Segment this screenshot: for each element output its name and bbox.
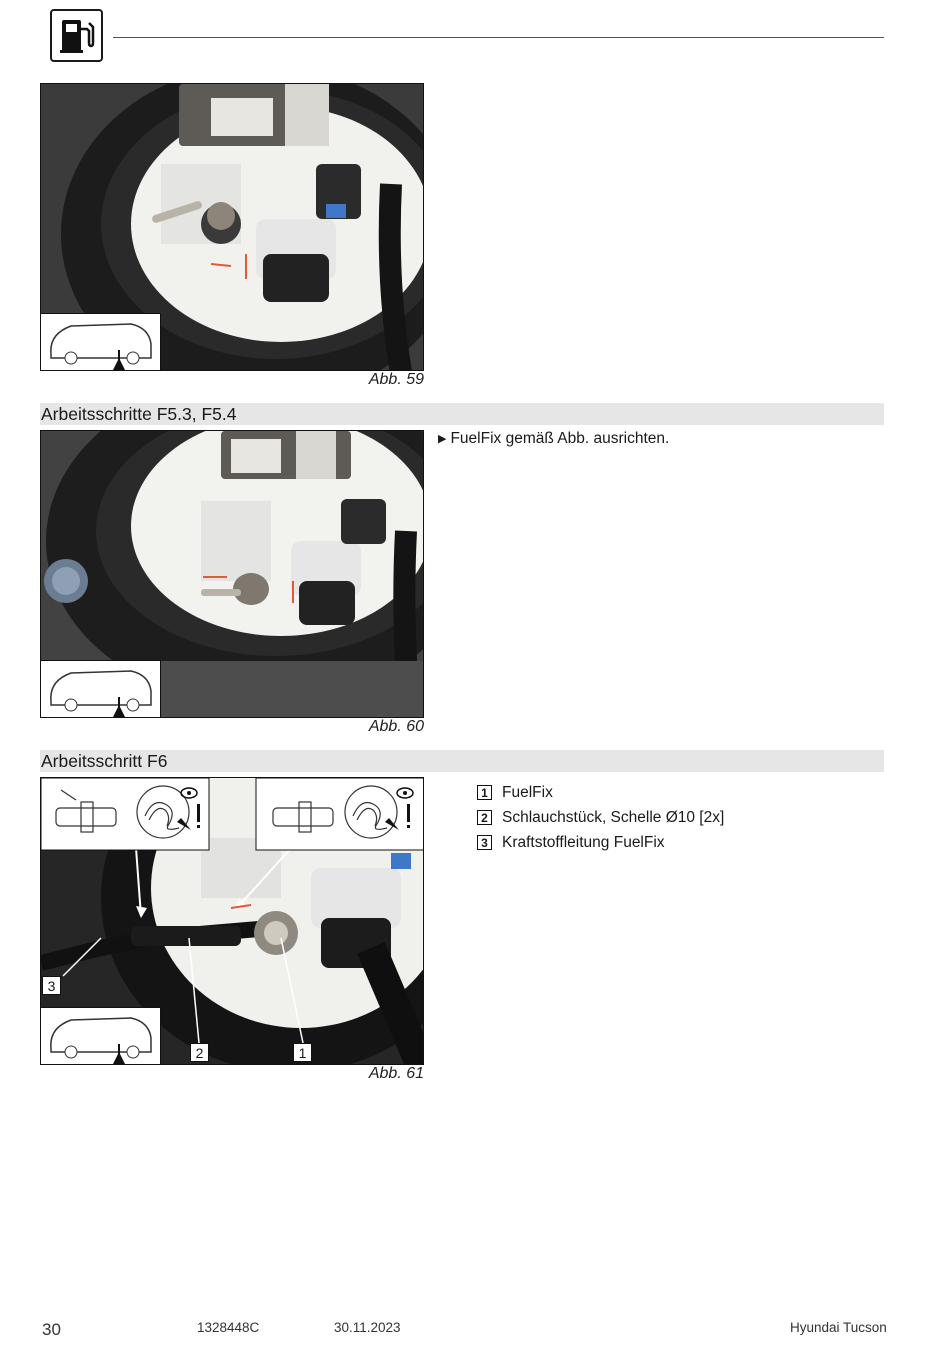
section-header — [40, 750, 884, 772]
legend-text: FuelFix — [502, 783, 553, 801]
figure-61-photo — [40, 777, 424, 1065]
document-number: 1328448C — [197, 1320, 260, 1335]
header-divider — [113, 37, 884, 38]
legend-number: 1 — [477, 785, 492, 800]
page-number: 30 — [42, 1320, 61, 1339]
callout-tag-1: 1 — [293, 1043, 312, 1062]
car-position-inset — [41, 1007, 161, 1064]
section-title: Arbeitsschritte F5.3, F5.4 — [41, 404, 237, 424]
document-date: 30.11.2023 — [334, 1320, 401, 1335]
legend-item — [477, 780, 724, 805]
instruction-step — [438, 430, 669, 448]
legend-item — [477, 830, 724, 855]
legend-list — [477, 780, 724, 855]
figure-caption: Abb. 60 — [368, 718, 424, 735]
figure-60-photo — [40, 430, 424, 718]
car-position-inset — [41, 660, 161, 717]
figure-caption: Abb. 59 — [368, 371, 424, 388]
figure-caption: Abb. 61 — [368, 1065, 424, 1082]
instruction-text: FuelFix gemäß Abb. ausrichten. — [450, 430, 670, 447]
fuel-pump-icon — [50, 9, 103, 62]
car-position-inset — [41, 313, 161, 370]
legend-text: Schlauchstück, Schelle Ø10 [2x] — [502, 808, 725, 826]
callout-tag-2: 2 — [190, 1043, 209, 1062]
legend-text: Kraftstoffleitung FuelFix — [502, 833, 665, 851]
section-header — [40, 403, 884, 425]
legend-item — [477, 805, 724, 830]
figure-59-photo — [40, 83, 424, 371]
bullet-triangle-icon: ▶ — [438, 433, 447, 445]
callout-tag-3: 3 — [42, 976, 61, 995]
vehicle-name: Hyundai Tucson — [790, 1320, 887, 1335]
legend-number: 3 — [477, 835, 492, 850]
section-title: Arbeitsschritt F6 — [41, 751, 168, 771]
legend-number: 2 — [477, 810, 492, 825]
